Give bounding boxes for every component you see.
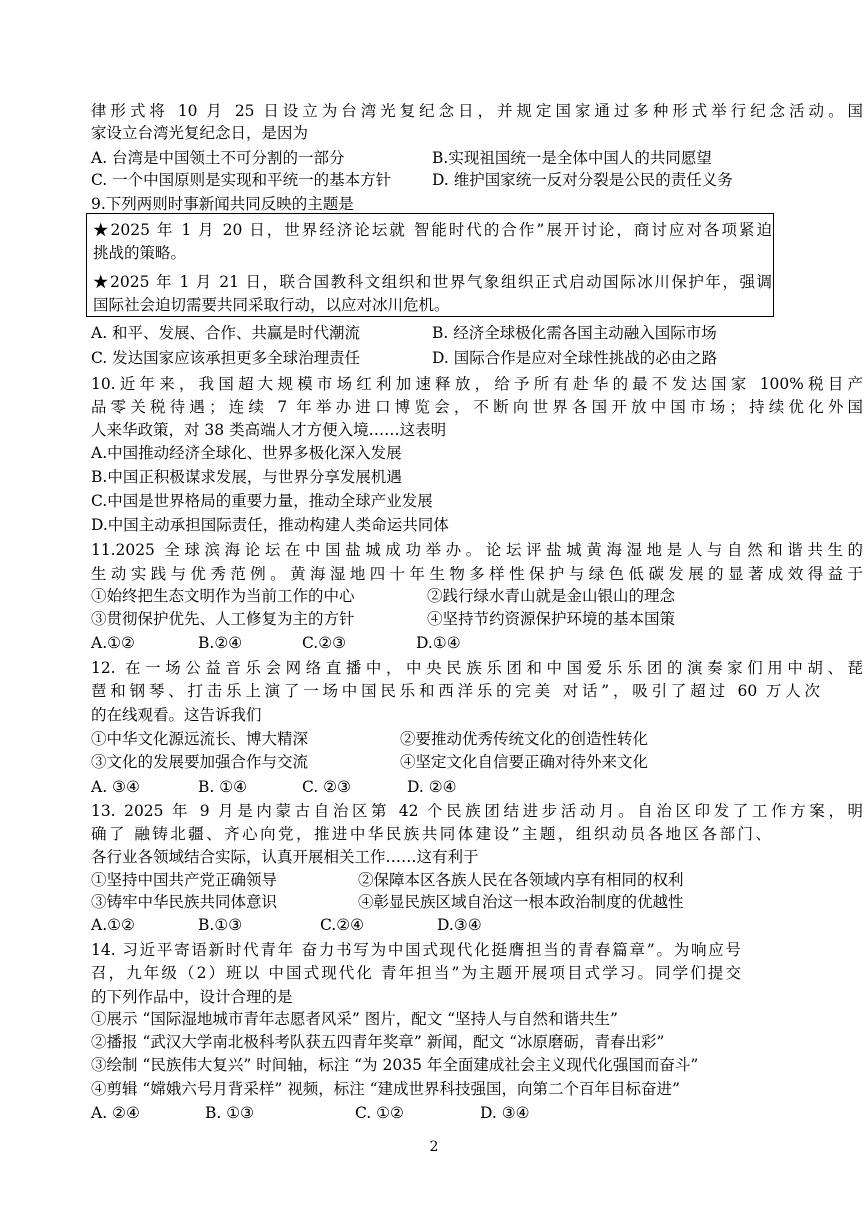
text-line: A.①② [91, 916, 135, 934]
text-line: ★2025 年 1 月 21 日，联合国教科文组织和世界气象组织正式启动国际冰川保护年，强调 [93, 273, 772, 291]
text-line: A.①② [91, 634, 135, 652]
text-line: B. 经济全球极化需各国主动融入国际市场 [432, 324, 717, 342]
text-line: D. ③④ [480, 1104, 530, 1122]
text-line: ④彰显民族区域自治这一根本政治制度的优越性 [358, 893, 684, 911]
text-line: B.②④ [198, 634, 243, 652]
text-line: 各行业各领域结合实际，认真开展相关工作……这有利于 [91, 848, 479, 866]
text-line: ★2025 年 1 月 20 日，世界经济论坛就 智能时代的合作”展开讨论，商讨应对各项紧迫 [93, 221, 772, 239]
text-line: D. ②④ [407, 778, 457, 796]
text-line: 11.2025 全球滨海论坛在中国盐城成功举办。论坛评盐城黄海湿地是人与自然和谐共生的 [91, 541, 863, 559]
text-line: A. ③④ [91, 778, 140, 796]
page-number: 2 [429, 1139, 439, 1155]
text-line: C. 一个中国原则是实现和平统一的基本方针 [91, 171, 392, 189]
text-line: 召，九年级（2）班以 中国式现代化 青年担当”为主题开展项目式学习。同学们提交 [91, 964, 741, 982]
text-line: ①始终把生态文明作为当前工作的中心 [91, 587, 355, 605]
text-line: 14. 习近平寄语新时代青年 奋力书写为中国式现代化挺膺担当的青春篇章”。为响应号 [91, 941, 741, 959]
text-line: 9.下列两则时事新闻共同反映的主题是 [91, 195, 354, 213]
text-line: 13. 2025 年 9 月是内蒙古自治区第 42 个民族团结进步活动月。自治区印发了工作方案，明 [91, 802, 863, 820]
text-line: D.③④ [437, 916, 482, 934]
text-line: ①中华文化源远流长、博大精深 [91, 730, 309, 748]
text-line: D. 维护国家统一反对分裂是公民的责任义务 [432, 171, 733, 189]
text-line: ③绘制 “民族伟大复兴” 时间轴，标注 “为 2035 年全面建成社会主义现代化强国而奋斗” [91, 1056, 699, 1074]
text-line: C.中国是世界格局的重要力量，推动全球产业发展 [91, 492, 433, 510]
text-line: B.中国正积极谋求发展，与世界分享发展机遇 [91, 468, 402, 486]
text-line: ②播报 “武汉大学南北极科考队获五四青年奖章” 新闻，配文 “冰原磨砺，青春出彩” [91, 1033, 665, 1051]
text-line: B. ①④ [198, 778, 248, 796]
text-line: ③贯彻保护优先、人工修复为主的方针 [91, 610, 355, 628]
text-line: C. ①② [355, 1104, 404, 1122]
text-line: 挑战的策略。 [93, 244, 187, 262]
text-line: ③铸牢中华民族共同体意识 [91, 893, 278, 911]
text-line: C. 发达国家应该承担更多全球治理责任 [91, 349, 361, 367]
text-line: C.②③ [302, 634, 347, 652]
text-line: B. ①③ [205, 1104, 255, 1122]
text-line: D. 国际合作是应对全球性挑战的必由之路 [432, 349, 718, 367]
text-line: B.实现祖国统一是全体中国人的共同愿望 [432, 149, 712, 167]
text-line: 家设立台湾光复纪念日，是因为 [91, 124, 309, 142]
text-line: D.中国主动承担国际责任，推动构建人类命运共同体 [91, 516, 449, 534]
text-line: 琶和钢琴、打击乐上演了一场中国民乐和西洋乐的完美 对话”，吸引了超过 60 万人次 [91, 682, 820, 700]
text-line: A. 台湾是中国领土不可分割的一部分 [91, 149, 345, 167]
text-line: ④坚定文化自信要正确对待外来文化 [400, 753, 649, 771]
text-line: A. ②④ [91, 1104, 140, 1122]
text-line: C.②④ [320, 916, 365, 934]
text-line: 国际社会迫切需要共同采取行动，以应对冰川危机。 [93, 296, 450, 314]
text-line: 生动实践与优秀范例。黄海湿地四十年生物多样性保护与绿色低碳发展的显著成效得益于 [91, 565, 863, 583]
text-line: D.①④ [416, 634, 461, 652]
text-line: 10.近年来，我国超大规模市场红利加速释放，给予所有赴华的最不发达国家 100%税目产 [91, 375, 863, 393]
text-line: ①展示 “国际湿地城市青年志愿者风采” 图片，配文 “坚持人与自然和谐共生” [91, 1010, 618, 1028]
text-line: ①坚持中国共产党正确领导 [91, 871, 278, 889]
text-line: ②要推动优秀传统文化的创造性转化 [400, 730, 649, 748]
text-line: 律形式将 10 月 25 日设立为台湾光复纪念日，并规定国家通过多种形式举行纪念活动。国 [91, 102, 863, 120]
text-line: 的在线观看。这告诉我们 [91, 706, 262, 724]
text-line: 确了 融铸北疆、齐心向党，推进中华民族共同体建设”主题，组织动员各地区各部门、 [91, 825, 771, 843]
text-line: B.①③ [198, 916, 243, 934]
text-line: 人来华政策，对 38 类高端人才方便入境……这表明 [91, 421, 447, 439]
text-line: C. ②③ [302, 778, 351, 796]
text-line: 12. 在一场公益音乐会网络直播中，中央民族乐团和中国爱乐乐团的演奏家们用中胡、琵 [91, 659, 863, 677]
text-line: 的下列作品中，设计合理的是 [91, 988, 293, 1006]
text-line: A.中国推动经济全球化、世界多极化深入发展 [91, 444, 402, 462]
text-line: 品零关税待遇；连续 7 年举办进口博览会，不断向世界各国开放中国市场；持续优化外国 [91, 398, 863, 416]
text-line: ②保障本区各族人民在各领域内享有相同的权利 [358, 871, 684, 889]
text-line: ③文化的发展要加强合作与交流 [91, 753, 309, 771]
text-line: ④剪辑 “嫦娥六号月背采样” 视频，标注 “建成世界科技强国，向第二个百年目标奋进” [91, 1080, 680, 1098]
text-line: ②践行绿水青山就是金山银山的理念 [427, 587, 676, 605]
text-line: A. 和平、发展、合作、共赢是时代潮流 [91, 324, 361, 342]
text-line: ④坚持节约资源保护环境的基本国策 [427, 610, 676, 628]
